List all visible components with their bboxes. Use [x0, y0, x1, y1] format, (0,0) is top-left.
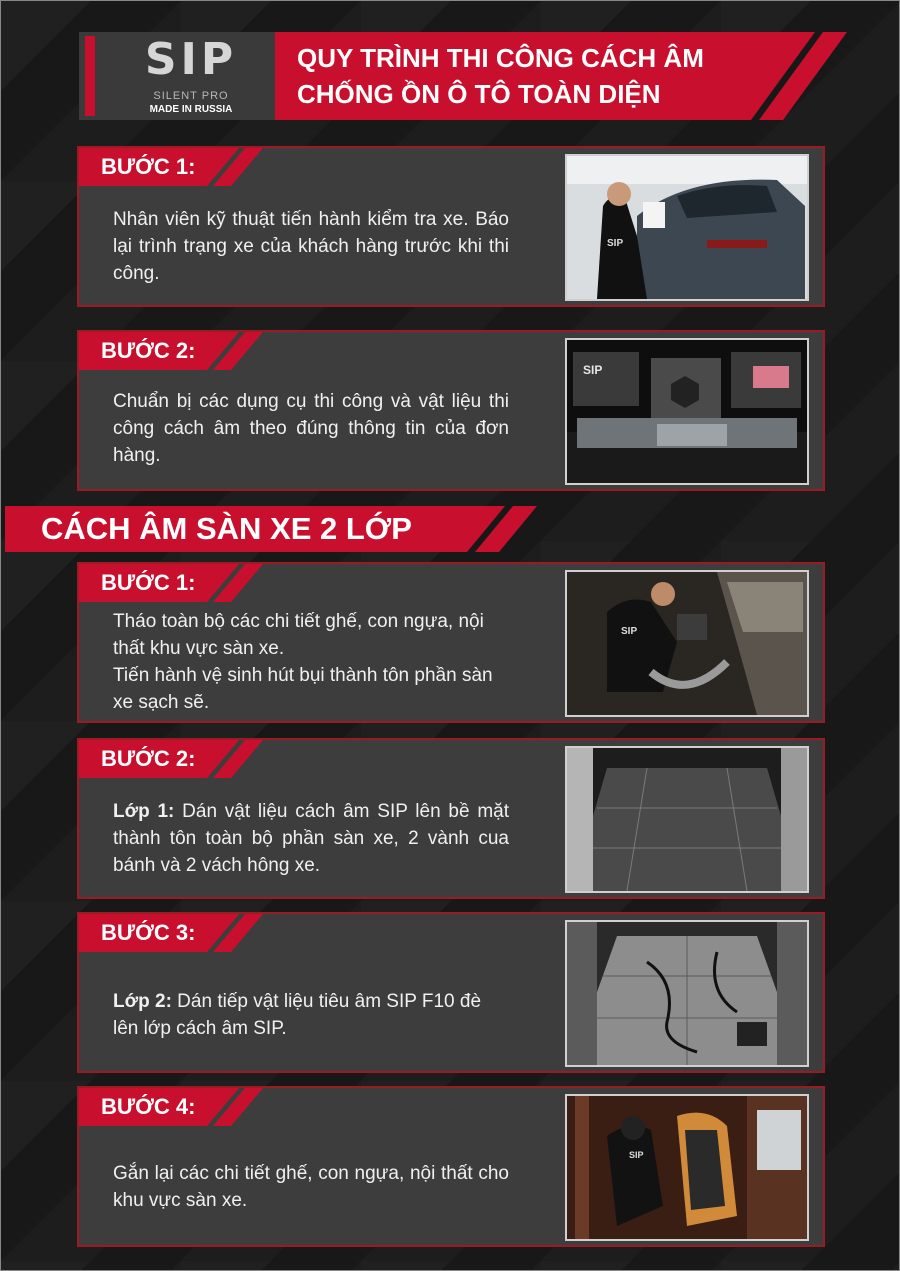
photo-layer-1-floor — [565, 746, 809, 893]
photo-technician-inspecting-car — [565, 154, 809, 301]
logo — [79, 32, 275, 120]
step-text — [113, 608, 513, 716]
layer-label: Lớp 1: — [113, 801, 175, 822]
step-text-body: Dán tiếp vật liệu tiêu âm SIP F10 đè lên lớp cách âm SIP. — [113, 991, 482, 1039]
step-text: Gắn lại các chi tiết ghế, con ngựa, nội thất cho khu vực sàn xe. — [113, 1163, 509, 1211]
title-line-2: CHỐNG ỒN Ô TÔ TOÀN DIỆN — [297, 79, 661, 109]
photo-vacuum-floor — [565, 570, 809, 717]
step-label: BƯỚC 1: — [101, 570, 196, 595]
intro-step-1 — [77, 146, 825, 307]
step-label: BƯỚC 4: — [101, 1094, 196, 1119]
layer-label: Lớp 2: — [113, 991, 172, 1012]
logo-stripe — [85, 36, 95, 116]
step-label: BƯỚC 3: — [101, 920, 196, 945]
shirt-logo-icon: SIP — [621, 626, 638, 637]
photo-materials-boxes — [565, 338, 809, 485]
logo-made-in: MADE IN RUSSIA — [149, 104, 233, 115]
page-title — [297, 40, 757, 112]
step-text-body: Dán vật liệu cách âm SIP lên bề mặt thành tôn toàn bộ phần sàn xe, 2 vành cua bánh và 2 vách hông xe. — [113, 801, 509, 876]
floor-step-4 — [77, 1086, 825, 1247]
shirt-logo-icon: SIP — [629, 1150, 644, 1160]
floor-step-3 — [77, 912, 825, 1073]
intro-step-2 — [77, 330, 825, 491]
box-logo-icon: SIP — [583, 363, 603, 377]
step-text — [113, 798, 509, 879]
step-label: BƯỚC 2: — [101, 338, 196, 363]
header — [79, 32, 851, 120]
step-text-line-1: Tháo toàn bộ các chi tiết ghế, con ngựa, nội thất khu vực sàn xe. — [113, 611, 484, 659]
logo-subtitle: SILENT PRO — [153, 90, 229, 102]
step-text-line-2: Tiến hành vệ sinh hút bụi thành tôn phần sàn xe sạch sẽ. — [113, 665, 493, 713]
floor-step-2 — [77, 738, 825, 899]
photo-layer-2-floor — [565, 920, 809, 1067]
section-title: CÁCH ÂM SÀN XE 2 LỚP — [41, 511, 412, 546]
step-text — [113, 988, 509, 1042]
step-label: BƯỚC 1: — [101, 154, 196, 179]
photo-reinstall-seats — [565, 1094, 809, 1241]
step-text: Chuẩn bị các dụng cụ thi công và vật liệu thi công cách âm theo đúng thông tin của đơn hàng. — [113, 391, 509, 466]
floor-step-1 — [77, 562, 825, 723]
step-text: Nhân viên kỹ thuật tiến hành kiểm tra xe. Báo lại trình trạng xe của khách hàng trước khi thi công. — [113, 209, 509, 284]
shirt-logo-icon: SIP — [607, 238, 624, 249]
logo-text: SIP — [144, 34, 238, 85]
title-line-1: QUY TRÌNH THI CÔNG CÁCH ÂM — [297, 43, 704, 73]
step-label: BƯỚC 2: — [101, 746, 196, 771]
